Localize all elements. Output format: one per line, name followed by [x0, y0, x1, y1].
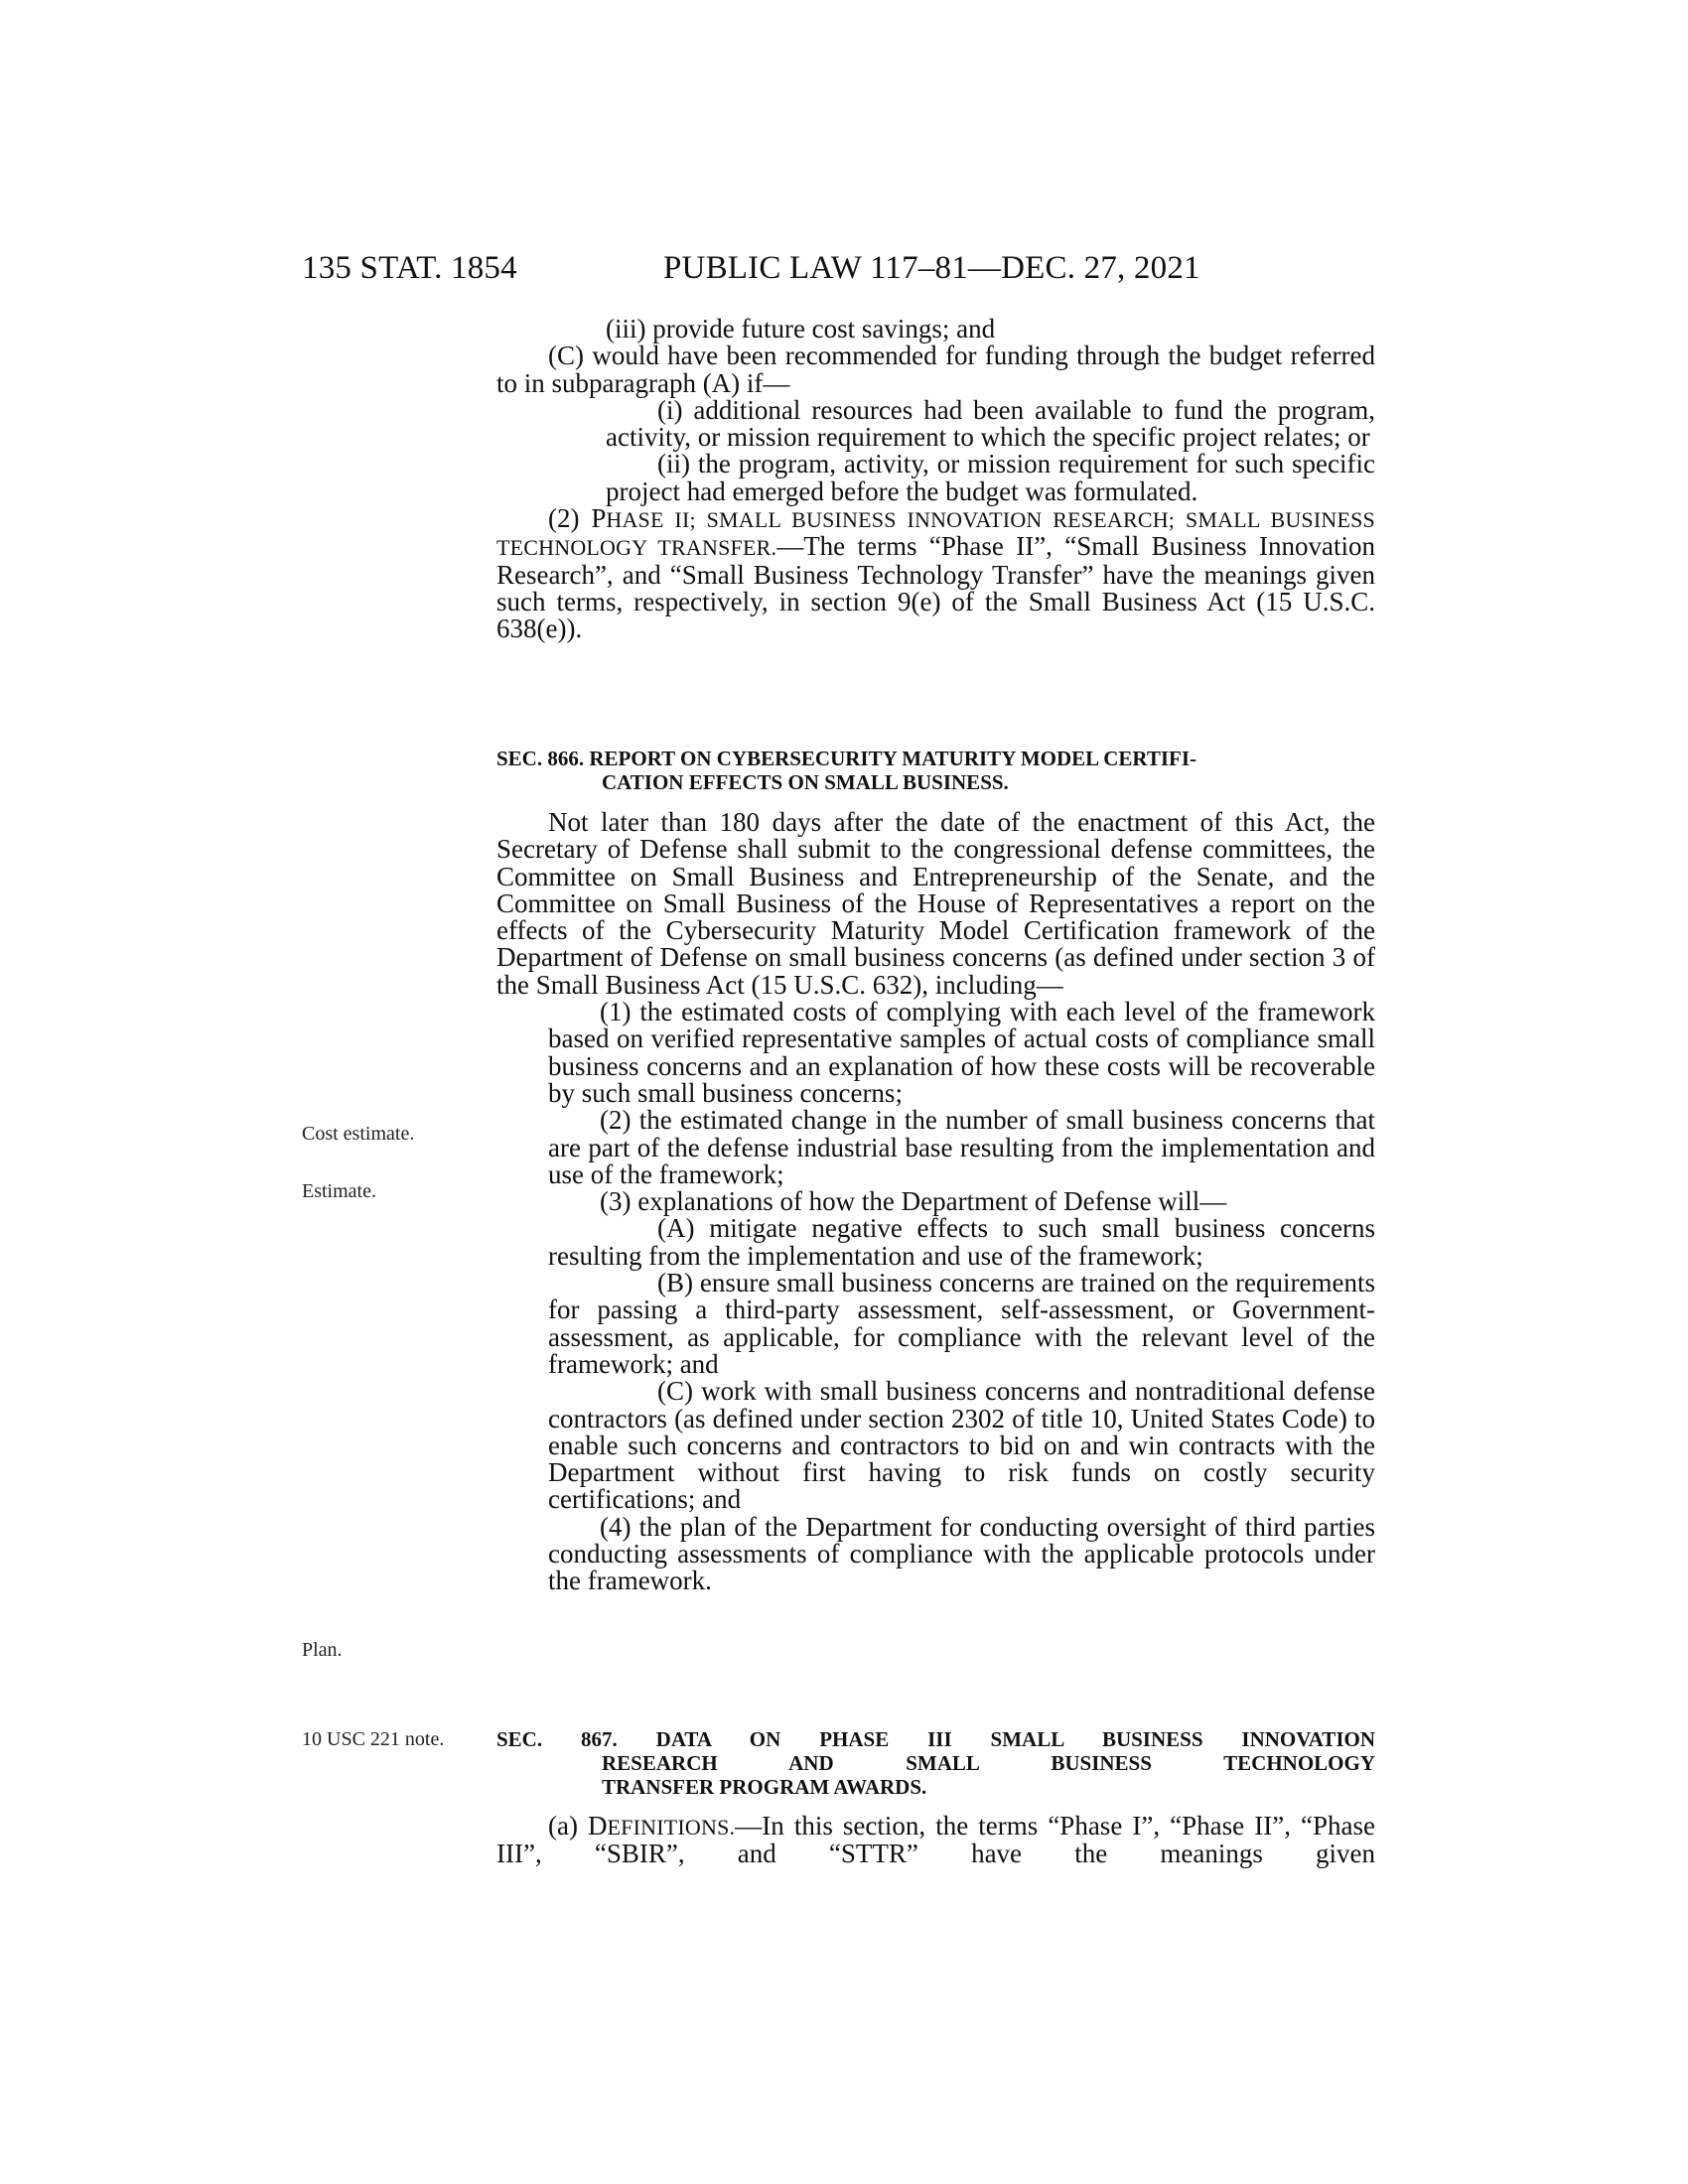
statute-page-reference: 135 STAT. 1854 [302, 250, 517, 286]
section-867-body [496, 1813, 1375, 1868]
section-866-heading [496, 747, 1375, 794]
item-3a: (A) mitigate negative effects to such small business concerns resulting from the implementation and use of the framework; [548, 1213, 1375, 1271]
section-867-heading-line3: TRANSFER PROGRAM AWARDS. [602, 1775, 927, 1799]
margin-note-usc: 10 USC 221 note. [302, 1728, 445, 1750]
margin-note-plan: Plan. [302, 1639, 343, 1661]
item-3-explanations: (3) explanations of how the Department of Defense will— [600, 1186, 1227, 1217]
subparagraph-c: (C) would have been recommended for funding through the budget referred to in subparagraph (A) if— [496, 341, 1375, 398]
paragraph-2-definitions [445, 505, 1375, 642]
paragraph-2-lead: (2) P [548, 503, 607, 534]
subsection-a-definitions [496, 1813, 1375, 1868]
margin-note-cost-estimate: Cost estimate. [302, 1123, 415, 1145]
subsection-a-text: —In this section, the terms “Phase I”, “Phase II”, “Phase III”, “SBIR”, and “STTR” have the meanings given [496, 1811, 1375, 1869]
subsection-a-lead: (a) D [548, 1811, 608, 1841]
section-866-body [496, 809, 1375, 1595]
clause-i: (i) additional resources had been available to fund the program, activity, or mission requirement to which the specific project relates; or [606, 394, 1375, 453]
paragraph-2-text: —The terms “Phase II”, “Small Business Innovation Research”, and “Small Business Technology Transfer” have the meanings given such terms, respectively, in section 9(e) of the Small Business Act (15 U.S.C. 638(e)). [496, 531, 1375, 644]
section-867-heading-line2: RESEARCH AND SMALL BUSINESS TECHNOLOGY [602, 1751, 1375, 1775]
section-865-continuation [496, 316, 1375, 643]
clause-iii: (iii) provide future cost savings; and [606, 314, 996, 343]
paragraph-2-heading: HASE II; SMALL BUSINESS INNOVATION RESEARCH; SMALL BUSINESS TECHNOLOGY TRANSFER. [496, 507, 1375, 561]
section-866-heading-line1: SEC. 866. REPORT ON CYBERSECURITY MATURITY MODEL CERTIFI- [496, 747, 1197, 770]
running-head-title: PUBLIC LAW 117–81—DEC. 27, 2021 [663, 250, 1200, 286]
item-2-estimate: (2) the estimated change in the number of small business concerns that are part of the defense industrial base resulting from the implementation and use of the framework; [548, 1105, 1375, 1189]
item-3c: (C) work with small business concerns and nontraditional defense contractors (as defined under section 2302 of title 10, United States Code) to enable such concerns and contractors to bid on and win contracts with the Department without first having to risk funds on costly security certifications; and [548, 1376, 1375, 1515]
margin-note-estimate: Estimate. [302, 1180, 376, 1202]
section-867-heading-line1: SEC. 867. DATA ON PHASE III SMALL BUSINESS INNOVATION [496, 1727, 1375, 1751]
item-3b: (B) ensure small business concerns are trained on the requirements for passing a third-party assessment, self-assessment, or Government-assessment, as applicable, for compliance with the relevant level of the framework; and [548, 1268, 1375, 1379]
item-1-cost: (1) the estimated costs of complying with each level of the framework based on verified representative samples of actual costs of compliance small business concerns and an explanation of how these costs will be recoverable by such small business concerns; [548, 997, 1375, 1108]
clause-ii: (ii) the program, activity, or mission requirement for such specific project had emerged before the budget was formulated. [606, 449, 1375, 506]
section-866-intro: Not later than 180 days after the date of the enactment of this Act, the Secretary of Defense shall submit to the congressional defense committees, the Committee on Small Business and Entrepreneurship of the Senate, and the Committee on Small Business of the House of Representatives a report on the effects of the Cybersecurity Maturity Model Certification framework of the Department of Defense on small business concerns (as defined under section 3 of the Small Business Act (15 U.S.C. 632), including— [496, 807, 1375, 1000]
subsection-a-heading: EFINITIONS. [607, 1815, 736, 1840]
item-4-plan: (4) the plan of the Department for conducting oversight of third parties conducting assessments of compliance with the applicable protocols under the framework. [548, 1511, 1375, 1596]
section-867-heading [496, 1727, 1375, 1799]
section-866-heading-line2: CATION EFFECTS ON SMALL BUSINESS. [602, 770, 1009, 794]
